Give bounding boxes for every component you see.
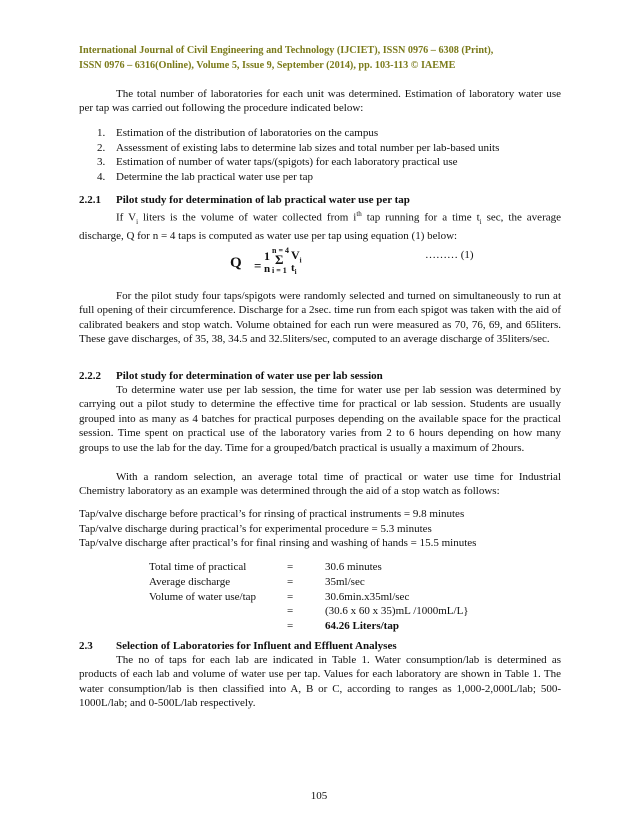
discharge-lines xyxy=(79,507,561,551)
formula-sum-upper: n = 4 xyxy=(272,246,290,255)
lab-session-paragraph: To determine water use per lab session, the time for water use per lab session was determined by carrying out a pilot study to determine the effective time for practical or lab session. Students are usually grouped into as many as 4 batches for practical purposes depending on the available space for the practical session. Time spent on practical use of the laboratory varies from 2 to 6 hours depending on how many groups to use the lab for the day. Time for a grouped/batch practical is usually a maximum of 2hours. xyxy=(79,384,561,454)
formula-n: n xyxy=(264,263,271,275)
calc-row: Average discharge = 35ml/sec xyxy=(149,575,365,588)
equation-1 xyxy=(230,246,330,282)
discharge-line: Tap/valve discharge during practical’s for experimental procedure = 5.3 minutes xyxy=(79,522,432,535)
formula-numerator: $V_i$ xyxy=(291,248,302,265)
list-item: 1. Estimation of the distribution of laboratories on the campus xyxy=(97,127,379,139)
formula-sigma: Σ xyxy=(275,252,284,267)
formula-one: 1 xyxy=(264,249,270,263)
journal-header xyxy=(79,43,561,73)
formula-sum-lower: i = 1 xyxy=(272,266,287,275)
calculation-table xyxy=(149,560,469,634)
list-item: 2. Assessment of existing labs to determine lab sizes and total number per lab-based units xyxy=(97,141,500,154)
discharge-line: Tap/valve discharge after practical’s for final rinsing and washing of hands = 15.5 minutes xyxy=(79,537,477,550)
header-line-2: ISSN 0976 – 6316(Online), Volume 5, Issue 9, September (2014), pp. 103-113 © IAEME xyxy=(79,60,456,71)
formula-lhs: Q xyxy=(230,255,242,271)
calc-row: Total time of practical = 30.6 minutes xyxy=(149,561,382,573)
calc-row: = (30.6 x 60 x 35)mL /1000mL/L} xyxy=(287,605,469,618)
section-heading-2-2-2: 2.2.2 Pilot study for determination of water use per lab session xyxy=(79,370,383,382)
equation-number: ……… (1) xyxy=(425,249,474,261)
list-item: 3. Estimation of number of water taps/(spigots) for each laboratory practical use xyxy=(97,156,458,169)
random-selection-paragraph: With a random selection, an average total time of practical or water use time for Industrial Chemistry laboratory as an example was determined through the aid of a stop watch as follows: xyxy=(79,471,561,498)
list-item: 4. Determine the lab practical water use per tap xyxy=(97,170,313,183)
calc-row-result: = 64.26 Liters/tap xyxy=(287,620,399,633)
pilot-definition-paragraph: If $V_i$ liters is the volume of water collected from $i^{th}$ tap running for a time $t_i$ sec, the average discharge, Q for n = 4 taps is computed as water use per tap using equation (1) below: xyxy=(79,210,561,243)
section-heading-2-3: 2.3 Selection of Laboratories for Influent and Effluent Analyses xyxy=(79,640,397,652)
discharge-line: Tap/valve discharge before practical’s for rinsing of practical instruments = 9.8 minutes xyxy=(79,508,465,520)
pilot-results-paragraph: For the pilot study four taps/spigots were randomly selected and turned on simultaneously to run at full opening of their circumference. Discharge for a 2sec. time run from each spigot was taken with the aid of calibrated beakers and stop watch. Volume obtained for each run were measured as 70, 76, 69, and 65liters. These gave discharges, of 35, 38, 34.5 and 32.5liters/sec, computed to an average discharge of 35liters/sec. xyxy=(79,290,561,346)
header-line-1: International Journal of Civil Engineering and Technology (IJCIET), ISSN 0976 – 6308 (Print), xyxy=(79,45,494,56)
procedure-list xyxy=(97,126,557,184)
formula-equals: = xyxy=(254,258,262,273)
calc-row: Volume of water use/tap = 30.6min.x35ml/sec xyxy=(149,590,410,603)
selection-paragraph: The no of taps for each lab are indicated in Table 1. Water consumption/lab is determined as products of each lab and volume of water use per tap. Values for each laboratory are shown in Table 1. The water consumption/lab is then classified into A, B or C, according to ranges as 1,000-2,000L/lab; 500-1000L/lab; and 0-500L/lab respectively. xyxy=(79,654,561,710)
intro-paragraph: The total number of laboratories for each unit was determined. Estimation of laboratory water use per tap was carried out following the procedure indicated below: xyxy=(79,88,561,115)
section-heading-2-2-1: 2.2.1 Pilot study for determination of lab practical water use per tap xyxy=(79,194,410,206)
formula-denominator: $t_i$ xyxy=(291,262,297,277)
page-number: 105 xyxy=(310,790,328,802)
